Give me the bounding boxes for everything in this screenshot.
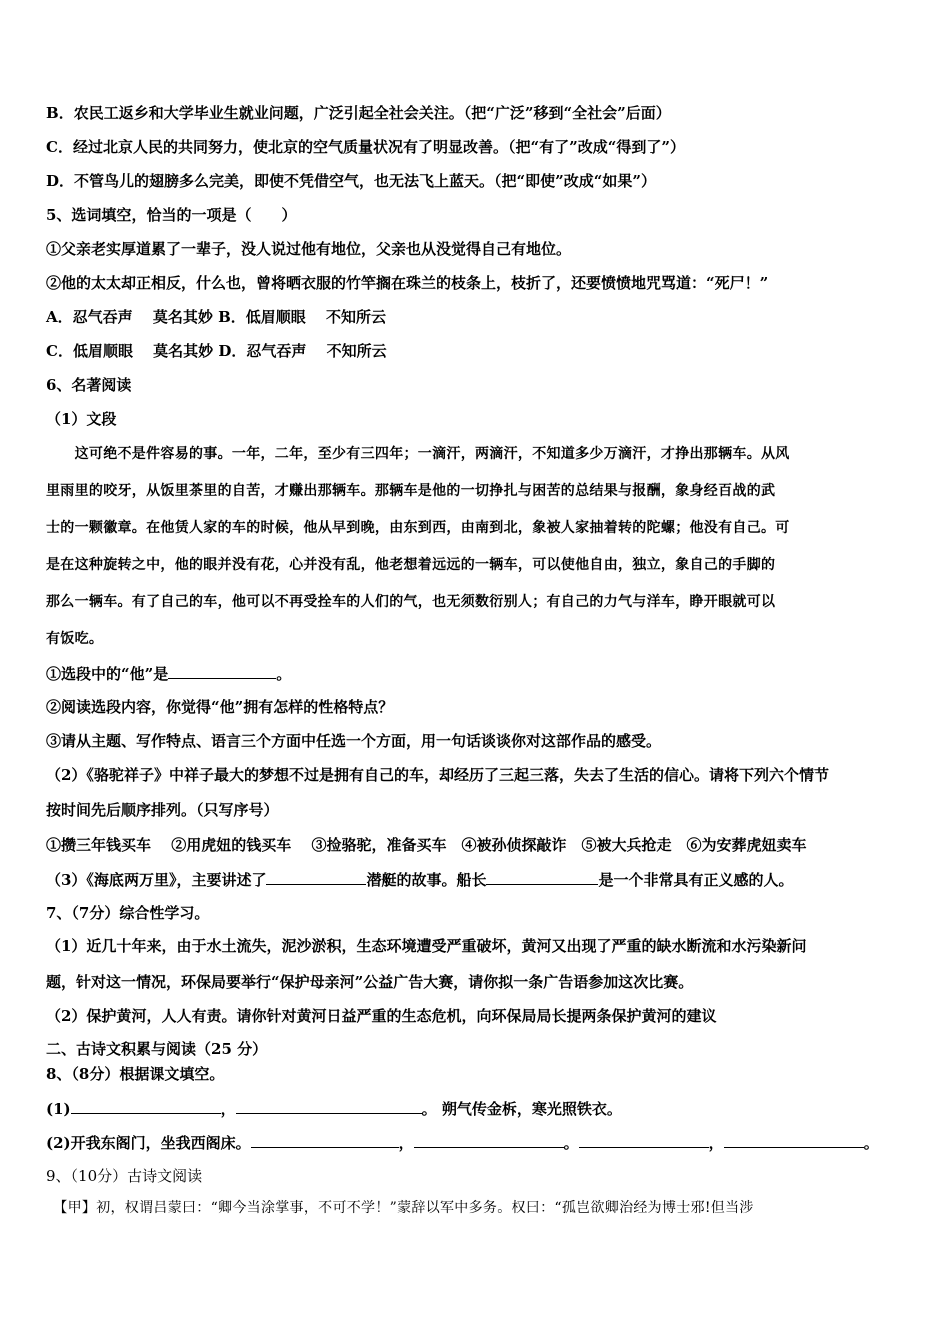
- option-letter: C: [46, 138, 58, 156]
- answer-blank[interactable]: [168, 663, 276, 679]
- q6-stem: 6、名著阅读: [46, 376, 132, 394]
- option-text: ．低眉顺眼 莫名其妙: [57, 342, 219, 360]
- q7-stem: 7、（7分）综合性学习。: [46, 904, 210, 922]
- passage-line: 有饭吃。: [46, 631, 104, 647]
- q5-stem: 5、选词填空，恰当的一项是（ ）: [46, 206, 297, 224]
- option-letter: A: [46, 308, 58, 326]
- passage-line: 士的一颗徽章。在他赁人家的车的时候，他从早到晚，由东到西，由南到北，象被人家抽着转的陀螺；他没有自己。可: [46, 520, 790, 536]
- option-c-line: [46, 137, 685, 157]
- answer-blank[interactable]: [724, 1132, 864, 1148]
- passage-line: 里雨里的咬牙，从饭里茶里的自苦，才赚出那辆车。那辆车是他的一切挣扎与困苦的总结果与报酬，象身经百战的武: [46, 483, 776, 499]
- q5-options-cd: [46, 341, 387, 361]
- question-text: 。: [563, 1134, 579, 1152]
- answer-blank[interactable]: [236, 1098, 422, 1114]
- q6-question-3: ③请从主题、写作特点、语言三个方面中任选一个方面，用一句话谈谈你对这部作品的感受。: [46, 732, 662, 750]
- option-text: ．经过北京人民的共同努力，使北京的空气质量状况有了明显改善。（把“有了”改成“得到了”）: [57, 138, 685, 156]
- option-d-line: [46, 171, 656, 191]
- q5-options-ab: [46, 307, 386, 327]
- q6-question-1: [46, 663, 291, 684]
- q8-stem: 8、（8分）根据课文填空。: [46, 1065, 225, 1083]
- section-2-heading: 二、古诗文积累与阅读（25 分）: [46, 1040, 268, 1058]
- option-letter: D: [46, 172, 60, 190]
- q6-sub2-line2: 按时间先后顺序排列。（只写序号）: [46, 801, 279, 819]
- q5-sentence-2: ②他的太太却正相反，什么也，曾将晒衣服的竹竿搁在珠兰的枝条上，枝折了，还要愤愤地咒骂道：“死尸！”: [46, 274, 769, 292]
- question-text: 潜艇的故事。船长: [366, 871, 487, 889]
- answer-blank[interactable]: [486, 869, 598, 885]
- passage-line: 这可绝不是件容易的事。一年，二年，至少有三四年；一滴汗，两滴汗，不知道多少万滴汗，才挣出那辆车。从风: [46, 446, 790, 462]
- q6-sub1: （1）文段: [46, 410, 117, 428]
- question-text: 是一个非常具有正义感的人。: [598, 871, 794, 889]
- question-text: ①选段中的“他”是: [46, 665, 169, 683]
- option-letter: B: [218, 308, 231, 326]
- option-text: ．不管鸟儿的翅膀多么完美，即使不凭借空气，也无法飞上蓝天。（把“即使”改成“如果”）: [59, 172, 657, 190]
- q6-question-2: ②阅读选段内容，你觉得“他”拥有怎样的性格特点？: [46, 698, 394, 716]
- q6-sub2-line1: （2）《骆驼祥子》中祥子最大的梦想不过是拥有自己的车，却经历了三起三落，失去了生活的信心。请将下列六个情节: [46, 766, 829, 784]
- option-letter: B: [46, 104, 59, 122]
- q7-p1-line2: 题，针对这一情况，环保局要举行“保护母亲河”公益广告大赛，请你拟一条广告语参加这次比赛。: [46, 973, 694, 991]
- answer-blank[interactable]: [579, 1132, 709, 1148]
- q6-events: ①攒三年钱买车 ②用虎妞的钱买车 ③捡骆驼，准备买车 ④被孙侦探敲诈 ⑤被大兵抢走 ⑥为安葬虎妞卖车: [46, 836, 807, 854]
- option-text: ．忍气吞声 莫名其妙: [57, 308, 219, 326]
- question-text: 。: [276, 665, 292, 683]
- q7-p1-line1: （1）近几十年来，由于水土流失，泥沙淤积，生态环境遭受严重破坏，黄河又出现了严重的缺水断流和水污染新问: [46, 937, 807, 955]
- option-letter: D: [218, 342, 232, 360]
- question-text: （3）《海底两万里》，主要讲述了: [46, 871, 267, 889]
- answer-blank[interactable]: [414, 1132, 564, 1148]
- q9-stem: 9、（10分）古诗文阅读: [46, 1167, 203, 1185]
- option-text: ．农民工返乡和大学毕业生就业问题，广泛引起全社会关注。（把“广泛”移到“全社会”后面）: [58, 104, 671, 122]
- passage-line: 是在这种旋转之中，他的眼并没有花，心并没有乱，他老想着远远的一辆车，可以使他自由，独立，象自己的手脚的: [46, 557, 776, 573]
- question-text: 。 朔气传金柝，寒光照铁衣。: [421, 1100, 622, 1118]
- answer-blank[interactable]: [71, 1098, 221, 1114]
- q8-fill-1: [46, 1098, 622, 1119]
- option-letter: C: [46, 342, 58, 360]
- q8-fill-2: [46, 1132, 879, 1153]
- question-text: (1): [46, 1100, 71, 1118]
- answer-blank[interactable]: [251, 1132, 399, 1148]
- question-text: ，: [398, 1134, 414, 1152]
- question-text: ，: [220, 1100, 236, 1118]
- answer-blank[interactable]: [266, 869, 366, 885]
- q7-p2: （2）保护黄河，人人有责。请你针对黄河日益严重的生态危机，向环保局局长提两条保护黄河的建议: [46, 1007, 717, 1025]
- q6-sub3: [46, 869, 793, 890]
- question-text: 。: [863, 1134, 879, 1152]
- q5-sentence-1: ①父亲老实厚道累了一辈子，没人说过他有地位，父亲也从没觉得自己有地位。: [46, 240, 572, 258]
- question-text: (2)开我东阁门，坐我西阁床。: [46, 1134, 251, 1152]
- passage-line: 那么一辆车。有了自己的车，他可以不再受拴车的人们的气，也无须数衍别人；有自己的力气与洋车，睁开眼就可以: [46, 594, 776, 610]
- option-b-line: [46, 103, 671, 123]
- option-text: ．低眉顺眼 不知所云: [230, 308, 387, 326]
- option-text: ．忍气吞声 不知所云: [231, 342, 387, 360]
- q9-jia-line: 【甲】初，权谓吕蒙曰：“卿今当涂掌事，不可不学！”蒙辞以军中多务。权曰：“孤岂欲卿治经为博士邪!但当涉: [46, 1200, 754, 1216]
- question-text: ，: [708, 1134, 724, 1152]
